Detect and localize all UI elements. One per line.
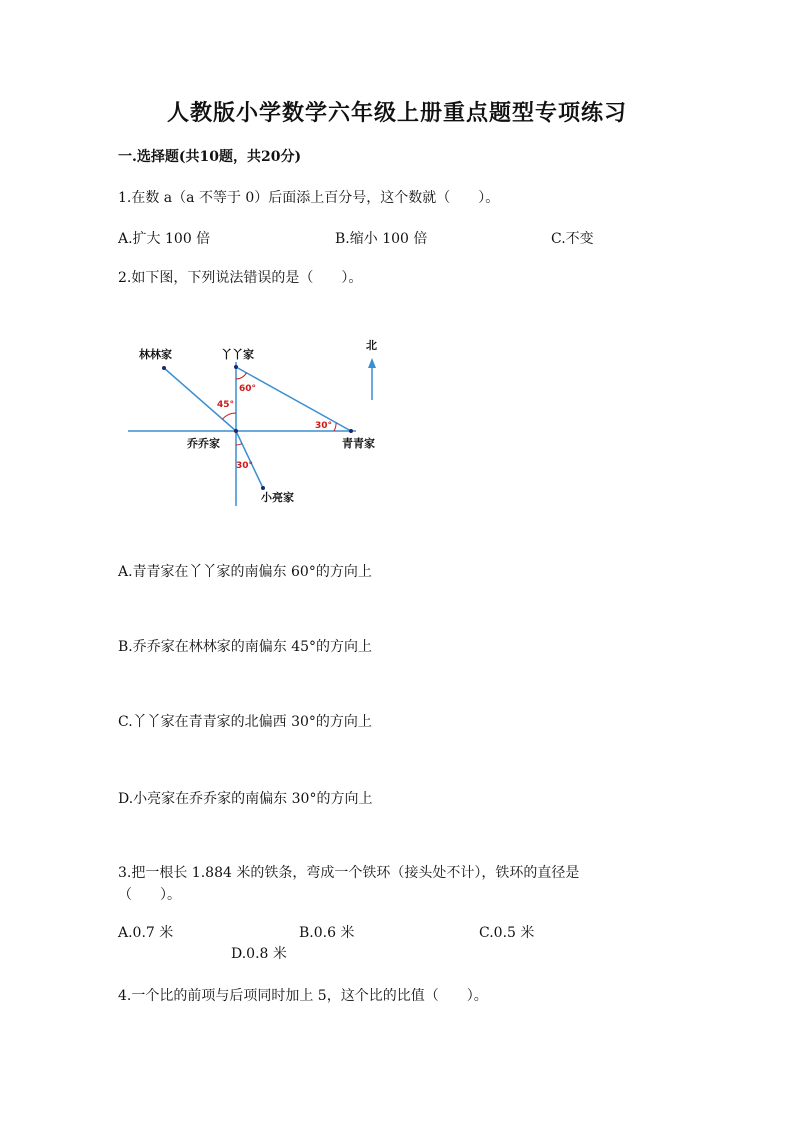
line-to-xiaoliang bbox=[236, 431, 263, 488]
yaya-label: 丫丫家 bbox=[221, 348, 254, 361]
question-1: 1.在数 a（a 不等于 0）后面添上百分号，这个数就（ ）。 bbox=[118, 190, 500, 206]
q3-option-c: C.0.5 米 bbox=[479, 925, 535, 941]
q1-option-c: C.不变 bbox=[551, 231, 594, 247]
linlin-point bbox=[162, 366, 166, 370]
arc-30-right bbox=[334, 423, 336, 431]
question-4: 4.一个比的前项与后项同时加上 5，这个比的比值（ ）。 bbox=[118, 988, 488, 1004]
q3-option-a: A.0.7 米 bbox=[118, 925, 174, 941]
arc-30-bottom bbox=[236, 444, 242, 445]
q3-option-b: B.0.6 米 bbox=[299, 925, 355, 941]
xiaoliang-label: 小亮家 bbox=[261, 491, 294, 504]
angle-45-label: 45° bbox=[217, 400, 235, 410]
q3-option-d: D.0.8 米 bbox=[231, 946, 287, 962]
q2-option-a: A.青青家在丫丫家的南偏东 60°的方向上 bbox=[118, 564, 372, 580]
question-3-line-2: （ ）。 bbox=[118, 887, 181, 903]
direction-diagram bbox=[118, 330, 408, 520]
q2-option-b: B.乔乔家在林林家的南偏东 45°的方向上 bbox=[118, 639, 373, 655]
angle-60-label: 60° bbox=[239, 384, 257, 394]
line-yaya-to-qingqing bbox=[236, 367, 351, 431]
xiaoliang-point bbox=[261, 486, 265, 490]
qingqing-label: 青青家 bbox=[342, 437, 375, 450]
angle-30-right-label: 30° bbox=[315, 421, 333, 431]
qingqing-point bbox=[349, 429, 353, 433]
q2-option-d: D.小亮家在乔乔家的南偏东 30°的方向上 bbox=[118, 791, 373, 807]
north-label: 北 bbox=[366, 339, 377, 352]
qiaoqiao-label: 乔乔家 bbox=[187, 437, 220, 450]
q1-option-b: B.缩小 100 倍 bbox=[335, 231, 428, 247]
section-heading: 一.选择题(共10题，共20分) bbox=[118, 149, 302, 165]
q2-option-c: C.丫丫家在青青家的北偏西 30°的方向上 bbox=[118, 714, 372, 730]
arc-60 bbox=[236, 373, 247, 379]
arc-45 bbox=[222, 413, 236, 419]
question-3-line-1: 3.把一根长 1.884 米的铁条，弯成一个铁环（接头处不计），铁环的直径是 bbox=[118, 865, 580, 881]
q1-option-a: A.扩大 100 倍 bbox=[118, 231, 211, 247]
angle-30-bottom-label: 30° bbox=[236, 461, 254, 471]
north-arrow-head bbox=[368, 358, 376, 368]
question-2: 2.如下图，下列说法错误的是（ ）。 bbox=[118, 270, 363, 286]
yaya-point bbox=[234, 365, 238, 369]
qiaoqiao-point bbox=[234, 429, 238, 433]
page-title: 人教版小学数学六年级上册重点题型专项练习 bbox=[166, 100, 627, 126]
linlin-label: 林林家 bbox=[139, 348, 172, 361]
